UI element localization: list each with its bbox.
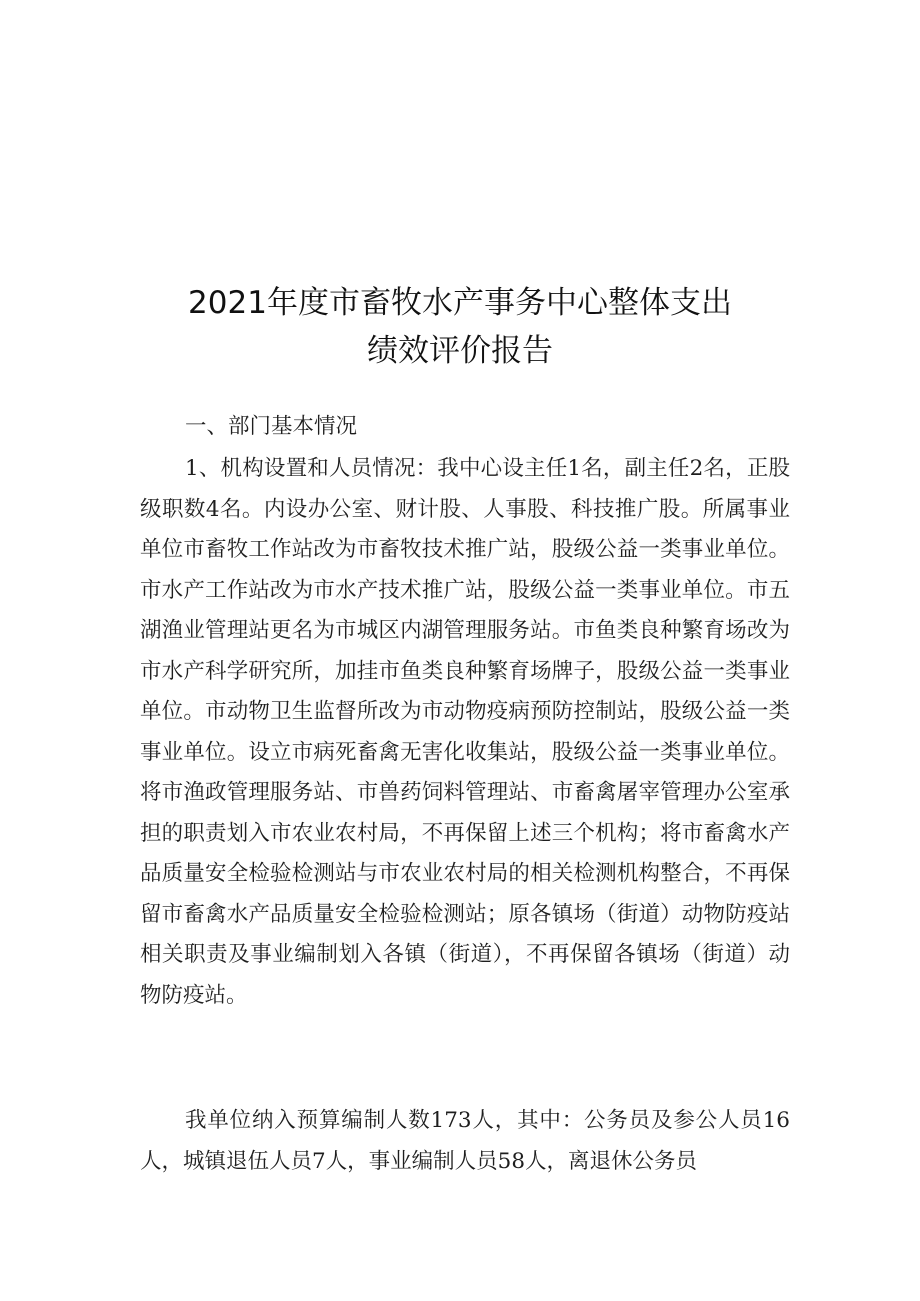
document-title-line-2: 绩效评价报告 [367, 333, 553, 369]
document-title-line-1: 2021年度市畜牧水产事务中心整体支出 [188, 285, 732, 321]
paragraph-staffing: 我单位纳入预算编制人数173人，其中：公务员及参公人员16人，城镇退伍人员7人，事业编制人员58人，离退休公务员 [140, 1108, 790, 1174]
section-heading: 一、部门基本情况 [185, 414, 358, 439]
paragraph-organization: 1、机构设置和人员情况：我中心设主任1名，副主任2名，正股级职数4名。内设办公室、财计股、人事股、科技推广股。所属事业单位市畜牧工作站改为市畜牧技术推广站，股级公益一类事业单位。市水产工作站改为市水产技术推广站，股级公益一类事业单位。市五湖渔业管理站更名为市城区内湖管理服务站。市鱼类良种繁育场改为市水产科学研究所，加挂市鱼类良种繁育场牌子，股级公益一类事业单位。市动物卫生监督所改为市动物疫病预防控制站，股级公益一类事业单位。设立市病死畜禽无害化收集站，股级公益一类事业单位。将市渔政管理服务站、市兽药饲料管理站、市畜禽屠宰管理办公室承担的职责划入市农业农村局，不再保留上述三个机构；将市畜禽水产品质量安全检验检测站与市农业农村局的相关检测机构整合，不再保留市畜禽水产品质量安全检验检测站；原各镇场（街道）动物防疫站相关职责及事业编制划入各镇（街道），不再保留各镇场（街道）动物防疫站。 [140, 456, 790, 1008]
